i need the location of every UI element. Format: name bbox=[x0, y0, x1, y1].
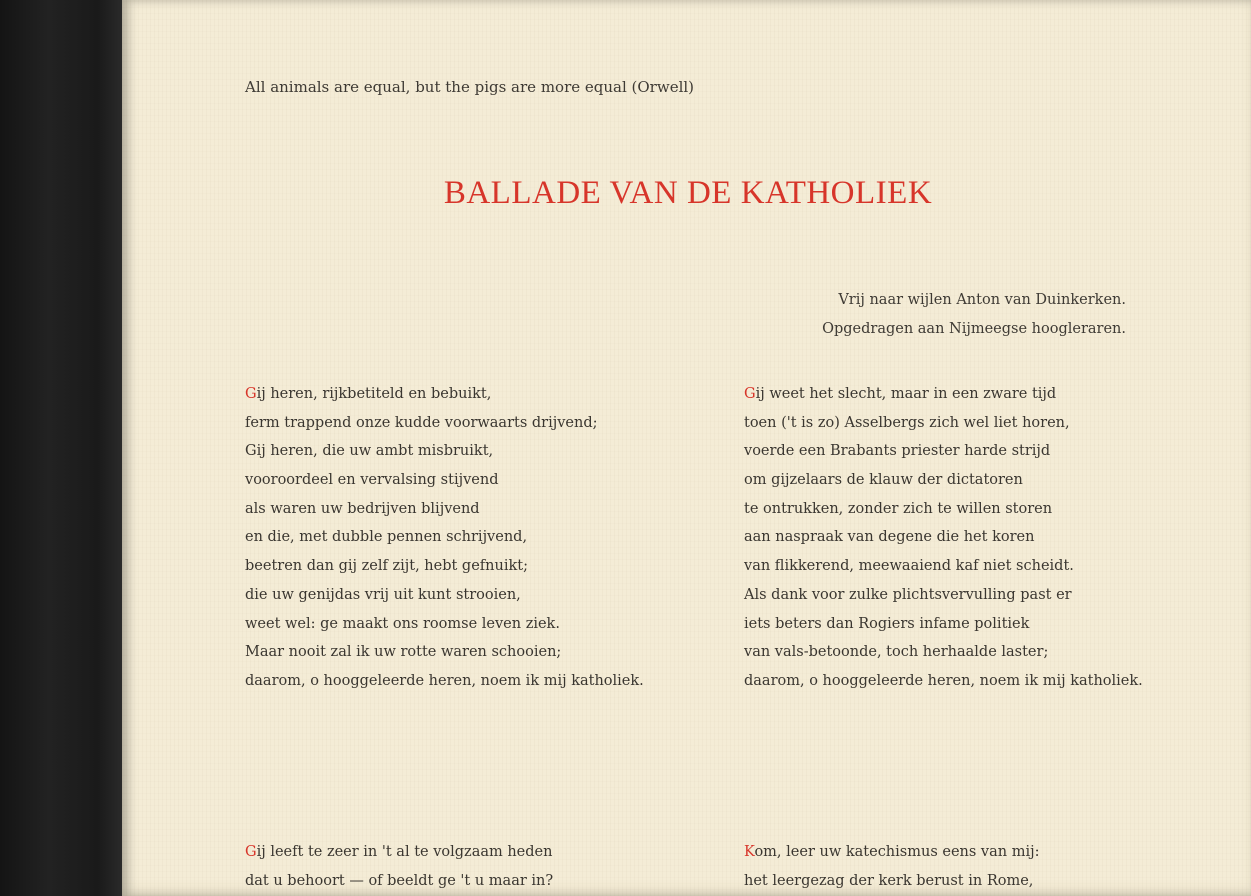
verse-line: dat u behoort — of beeldt ge 't u maar in? bbox=[245, 872, 554, 889]
verse-line: weet wel: ge maakt ons roomse leven ziek. bbox=[245, 615, 560, 632]
verse-text: om, leer uw katechismus eens van mij: bbox=[754, 844, 1040, 860]
verse-line bbox=[245, 838, 553, 867]
drop-initial: G bbox=[744, 386, 756, 402]
verse-line bbox=[744, 380, 1143, 409]
verse-line: aan naspraak van degene die het koren bbox=[744, 529, 1035, 546]
verse-line: van vals-betoonde, toch herhaalde laster; bbox=[744, 644, 1049, 661]
verse-text: ij leeft te zeer in 't al te volgzaam heden bbox=[256, 844, 553, 860]
verse-text: ij heren, rijkbetiteld en bebuikt, bbox=[256, 386, 492, 402]
verse-line: als waren uw bedrijven blijvend bbox=[245, 500, 480, 517]
verse-text: ij weet het slecht, maar in een zware tijd bbox=[755, 386, 1057, 402]
verse-line: vooroordeel en vervalsing stijvend bbox=[245, 472, 499, 489]
verse-line: Maar nooit zal ik uw rotte waren schooien; bbox=[245, 644, 562, 661]
verse-line: die uw genijdas vrij uit kunt strooien, bbox=[245, 586, 521, 603]
book-binding bbox=[0, 0, 122, 896]
verse-line: Als dank voor zulke plichtsvervulling past er bbox=[744, 586, 1072, 603]
verse-line: te ontrukken, zonder zich te willen storen bbox=[744, 500, 1053, 517]
dedication-line-2: Opgedragen aan Nijmeegse hoogleraren. bbox=[822, 321, 1126, 337]
refrain-line: daarom, o hooggeleerde heren, noem ik mij katholiek. bbox=[245, 672, 644, 689]
dedication bbox=[822, 286, 1126, 344]
drop-initial: K bbox=[744, 844, 755, 860]
dedication-line-1: Vrij naar wijlen Anton van Duinkerken. bbox=[838, 292, 1126, 308]
verse-line: voerde een Brabants priester harde strijd bbox=[744, 443, 1051, 460]
stanza-1 bbox=[245, 380, 644, 696]
refrain-line: daarom, o hooggeleerde heren, noem ik mij katholiek. bbox=[744, 672, 1143, 689]
stanza-4 bbox=[744, 838, 1039, 895]
stanza-3 bbox=[245, 838, 553, 895]
verse-line: iets beters dan Rogiers infame politiek bbox=[744, 615, 1030, 632]
verse-line: het leergezag der kerk berust in Rome, bbox=[744, 872, 1034, 889]
verse-line: ferm trappend onze kudde voorwaarts drijvend; bbox=[245, 414, 598, 431]
drop-initial: G bbox=[245, 844, 257, 860]
poem-title: BALLADE VAN DE KATHOLIEK bbox=[443, 175, 933, 211]
epigraph: All animals are equal, but the pigs are more equal (Orwell) bbox=[245, 78, 695, 96]
verse-line: en die, met dubble pennen schrijvend, bbox=[245, 529, 528, 546]
verse-line: beetren dan gij zelf zijt, hebt gefnuikt; bbox=[245, 558, 528, 575]
verse-line: toen ('t is zo) Asselbergs zich wel liet horen, bbox=[744, 414, 1070, 431]
verse-line: Gij heren, die uw ambt misbruikt, bbox=[245, 443, 494, 460]
verse-line bbox=[245, 380, 644, 409]
verse-line: van flikkerend, meewaaiend kaf niet scheidt. bbox=[744, 558, 1074, 575]
drop-initial: G bbox=[245, 386, 257, 402]
verse-line bbox=[744, 838, 1039, 867]
stanza-2 bbox=[744, 380, 1143, 696]
verse-line: om gijzelaars de klauw der dictatoren bbox=[744, 472, 1023, 489]
